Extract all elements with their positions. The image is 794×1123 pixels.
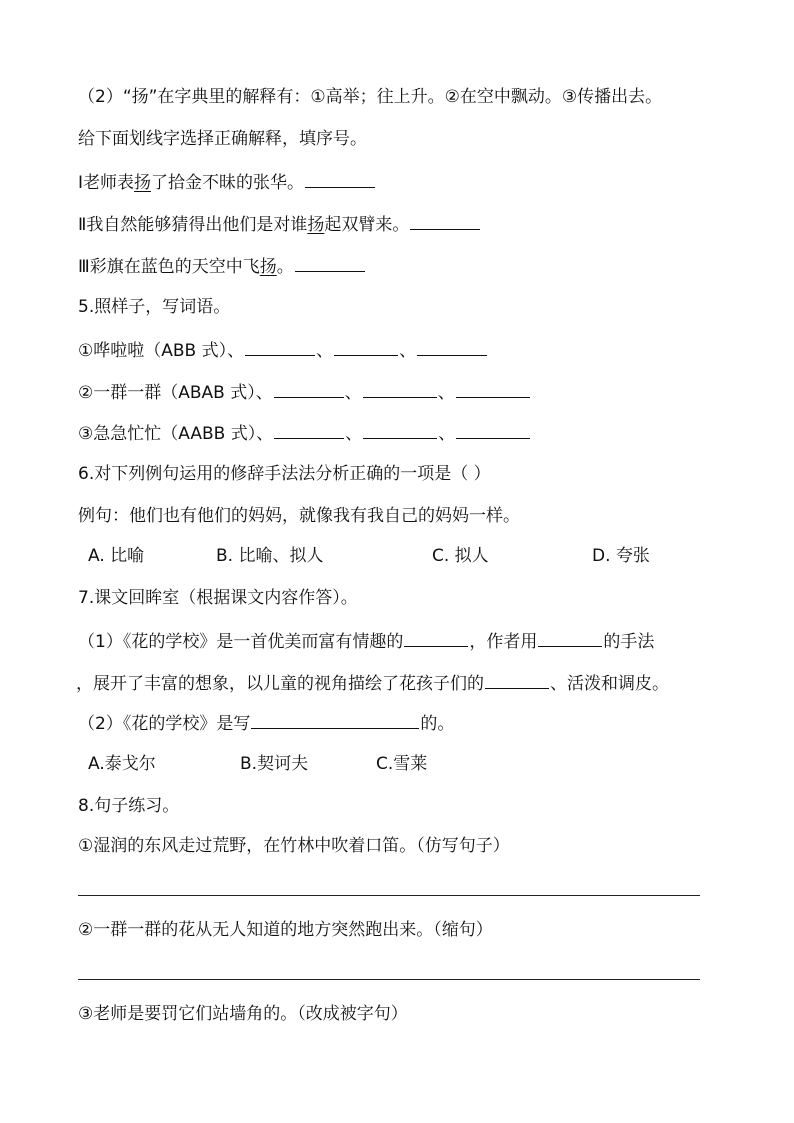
q5-row-2-blank-2[interactable] [363,380,437,398]
q4-item-1-blank[interactable] [305,170,375,188]
q5-row-3-blank-3[interactable] [456,421,530,439]
q8-sentence-3: ③老师是要罚它们站墙角的。（改成被字句） [78,1004,408,1024]
q6-title: 6.对下列例句运用的修辞手法法分析正确的一项是（ ） [78,464,491,484]
q7-part1-line2 [76,671,736,695]
q6-example: 例句：他们也有他们的妈妈，就像我有我自己的妈妈一样。 [78,506,520,526]
q6-option-c[interactable]: C. 拟人 [432,546,489,566]
q7-part1-text-b: ，作者用 [469,632,538,652]
q5-row-2 [78,380,738,404]
q5-row-3-sep1: 、 [256,424,274,444]
q7-part2-text-a: （2）《花的学校》是写 [78,714,251,734]
q8-title: 8.句子练习。 [78,796,180,816]
q5-row-1-sep1: 、 [227,341,245,361]
q8-sentence-2: ②一群一群的花从无人知道的地方突然跑出来。（缩句） [78,920,493,940]
q6-option-b[interactable]: B. 比喻、拟人 [216,546,324,566]
q5-row-3-blank-1[interactable] [274,421,344,439]
q4-item-2 [78,212,738,236]
q5-row-1 [78,338,738,362]
q8-sentence-1: ①湿润的东风走过荒野，在竹林中吹着口笛。（仿写句子） [78,836,510,856]
q7-author-blank[interactable] [251,711,419,729]
q4-item-2-underlined: 扬 [307,215,325,235]
q4-item-3-blank[interactable] [295,254,365,272]
q4-intro-line2: 给下面划线字选择正确解释，填序号。 [78,129,367,149]
q5-row-3-label: ③急急忙忙（AABB 式） [78,424,257,444]
q5-row-1-blank-2[interactable] [334,338,398,356]
q4-item-2-post: 起双臂来。 [324,215,410,235]
q5-row-2-blank-1[interactable] [274,380,344,398]
q5-row-2-sep2: 、 [344,383,362,403]
q7-part2 [78,711,738,735]
q6-option-a[interactable]: A. 比喻 [88,546,145,566]
q7-part1-text-a: （1）《花的学校》是一首优美而富有情趣的 [78,632,404,652]
q7-part1-line1 [78,629,738,653]
q5-row-2-sep1: 、 [255,383,273,403]
q7-part1-text-c: 的手法 [603,632,655,652]
q7-part1-text-d: ，展开了丰富的想象，以儿童的视角描绘了花孩子们的 [76,674,484,694]
q5-row-1-sep3: 、 [399,341,417,361]
q4-item-3 [78,254,738,278]
q5-title: 5.照样子，写词语。 [78,297,231,317]
q4-item-1-pre: Ⅰ老师表 [78,173,135,193]
q5-row-3-sep2: 、 [345,424,363,444]
q8-answer-line-1[interactable] [78,895,700,896]
q4-item-3-pre: Ⅲ彩旗在蓝色的天空中飞 [78,257,260,277]
q5-row-1-blank-1[interactable] [245,338,315,356]
q5-row-2-label: ②一群一群（ABAB 式） [78,383,256,403]
q5-row-2-blank-3[interactable] [456,380,530,398]
q5-row-3-blank-2[interactable] [363,421,437,439]
q5-row-3-sep3: 、 [438,424,456,444]
q4-item-1-underlined: 扬 [134,173,152,193]
q5-row-3 [78,421,738,445]
q4-item-2-blank[interactable] [410,212,480,230]
q4-intro-line1: （2）“扬”在字典里的解释有：①高举；往上升。②在空中飘动。③传播出去。 [78,87,663,107]
q5-row-1-sep2: 、 [316,341,334,361]
q5-row-1-blank-3[interactable] [417,338,487,356]
q7-option-a[interactable]: A.泰戈尔 [88,754,156,774]
q4-item-1 [78,170,738,194]
q4-item-1-post: 了拾金不昧的张华。 [151,173,305,193]
q7-trait-blank[interactable] [485,671,549,689]
q5-row-2-sep3: 、 [437,383,455,403]
q4-item-2-pre: Ⅱ我自然能够猜得出他们是对谁 [78,215,308,235]
q7-technique-blank[interactable] [538,629,602,647]
q7-genre-blank[interactable] [404,629,468,647]
q7-option-b[interactable]: B.契诃夫 [240,754,309,774]
q6-option-d[interactable]: D. 夸张 [592,546,650,566]
q5-row-1-label: ①哗啦啦（ABB 式） [78,341,228,361]
q7-title: 7.课文回眸室（根据课文内容作答）。 [78,588,358,608]
q7-part1-text-e: 、活泼和调皮。 [550,674,669,694]
q8-answer-line-2[interactable] [78,979,700,980]
q7-option-c[interactable]: C.雪莱 [376,754,428,774]
q4-item-3-post: 。 [276,257,294,277]
q7-part2-text-b: 的。 [420,714,455,734]
q4-item-3-underlined: 扬 [259,257,277,277]
